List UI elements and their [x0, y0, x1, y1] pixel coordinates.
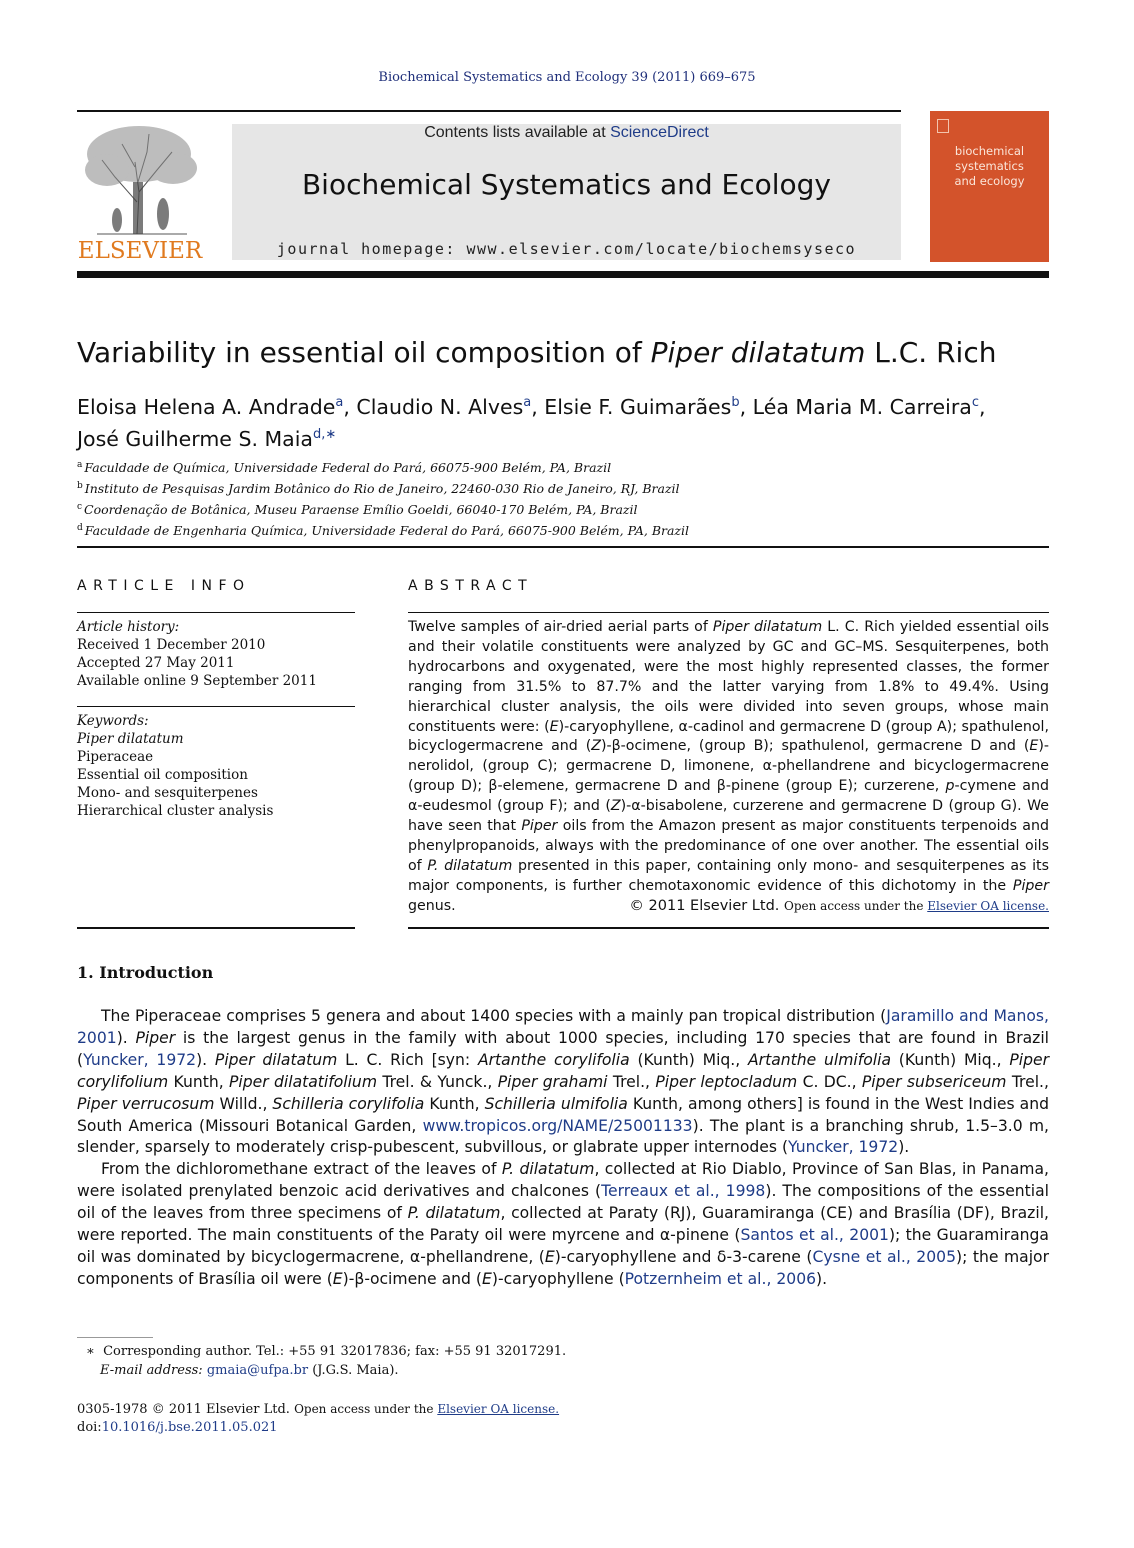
- journal-title: Biochemical Systematics and Ecology: [301, 168, 832, 201]
- tree-icon: [77, 122, 203, 238]
- corresponding-footnote: ∗ Corresponding author. Tel.: +55 91 32017836; fax: +55 91 32017291. E-mail address: gmaia@ufpa.br (J.G.S. Maia).: [86, 1344, 567, 1378]
- affiliation: $^d$ Faculdade de Engenharia Química, Universidade Federal do Pará, 66075-900 Belém, PA, Brazil: [77, 523, 690, 539]
- citation-link[interactable]: Santos et al., 2001: [740, 1226, 889, 1245]
- citation-link[interactable]: Yuncker, 1972: [83, 1050, 197, 1069]
- publisher-mark-icon: [937, 119, 949, 133]
- email-link[interactable]: gmaia@ufpa.br: [206, 1363, 309, 1378]
- footnote-rule: [77, 1337, 153, 1338]
- affiliation-ref[interactable]: d,∗: [313, 426, 337, 442]
- abstract-rule: [408, 612, 1049, 613]
- author: Elsie F. Guimarães: [544, 394, 732, 419]
- affiliation: $^a$ Faculdade de Química, Universidade Federal do Pará, 66075-900 Belém, PA, Brazil: [77, 460, 612, 476]
- journal-cover[interactable]: [930, 111, 1049, 262]
- affiliation-ref[interactable]: c: [971, 395, 979, 410]
- keyword: Mono- and sesquiterpenes: [77, 785, 258, 801]
- elsevier-wordmark: ELSEVIER: [77, 238, 203, 264]
- header-thick-rule: [77, 271, 1049, 278]
- info-rule: [77, 927, 355, 929]
- article-history: Article history: Received 1 December 2010 Accepted 27 May 2011 Available online 9 September 2011: [77, 619, 317, 689]
- article-title: Variability in essential oil composition of Piper dilatatum L.C. Rich: [77, 336, 997, 369]
- abstract-text: Twelve samples of air-dried aerial parts of Piper dilatatum L. C. Rich yielded essential oils and their volatile constituents were analyzed by GC and GC–MS. Sesquiterpenes, both hydrocarbons and oxygenated, were the most highly represented classes, the former ranging from 31.5% to 87.7% and the latter varying from 1.8% to 49.4%. Using hierarchical cluster analysis, the oils were divided into seven groups, whose main constituents were: (E)-caryophyllene, α-cadinol and germacrene D (group A); spathulenol, bicyclogermacrene and (Z)-β-ocimene, (group B); spathulenol, germacrene D and (E)-nerolidol, (group C); germacrene D, limonene, α-phellandrene and bicyclogermacrene (group D); β-elemene, germacrene D and β-pinene (group E); curzerene, p-cymene and α-eudesmol (group F); and (Z)-α-bisabolene, curzerene and germacrene D (group G). We have seen that Piper oils from the Amazon present as major constituents terpenoids and phenylpropanoids, always with the predominance of one over another. The essential oils of P. dilatatum presented in this paper, containing only mono- and sesquiterpenes as its major components, is further chemotaxonomic evidence of this dichotomy in the Piper genus.: [408, 619, 1049, 914]
- citation-link[interactable]: Cysne et al., 2005: [812, 1247, 956, 1266]
- doi-link[interactable]: 10.1016/j.bse.2011.05.021: [101, 1420, 278, 1435]
- affiliations: [77, 456, 689, 541]
- license-link[interactable]: Elsevier OA license.: [927, 899, 1049, 913]
- affiliation: $^c$ Coordenação de Botânica, Museu Paraense Emílio Goeldi, 66040-170 Belém, PA, Brazil: [77, 502, 638, 518]
- author: Eloisa Helena A. Andrade: [77, 394, 336, 419]
- keyword: Piper dilatatum: [77, 731, 184, 747]
- cover-title: biochemical systematics and ecology: [954, 144, 1025, 188]
- info-rule: [77, 612, 355, 613]
- affiliation-ref[interactable]: a: [335, 395, 344, 410]
- page-footer: 0305-1978 © 2011 Elsevier Ltd. Open access under the Elsevier OA license. doi:10.1016/j.bse.2011.05.021: [77, 1402, 560, 1435]
- sciencedirect-link[interactable]: ScienceDirect: [610, 124, 709, 141]
- author: Claudio N. Alves: [356, 394, 524, 419]
- introduction-text: The Piperaceae comprises 5 genera and about 1400 species with a mainly pan tropical distribution (Jaramillo and Manos, 2001). Piper is the largest genus in the family with about 1000 species, including 170 species that are found in Brazil (Yuncker, 1972). Piper dilatatum L. C. Rich [syn: Artanthe corylifolia (Kunth) Miq., Artanthe ulmifolia (Kunth) Miq., Piper corylifolium Kunth, Piper dilatatifolium Trel. & Yunck., Piper grahami Trel., Piper leptocladum C. DC., Piper subsericeum Trel., Piper verrucosum Willd., Schilleria corylifolia Kunth, Schilleria ulmifolia Kunth, among others] is found in the West Indies and South America (Missouri Botanical Garden, www.tropicos.org/NAME/25001133). The plant is a branching shrub, 1.5–3.0 m, slender, sparsely to moderately crisp-pubescent, subvillous, or glabrate upper internodes (Yuncker, 1972). From the dichloromethane extract of the leaves of P. dilatatum, collected at Rio Diablo, Province of San Blas, in Panama, were isolated prenylated benzoic acid derivatives and chalcones (Terreaux et al., 1998). The compositions of the essential oil of the leaves from three specimens of P. dilatatum, collected at Paraty (RJ), Guaramiranga (CE) and Brasília (DF), Brazil, were reported. The main constituents of the Paraty oil were myrcene and α-pinene (Santos et al., 2001); the Guaramiranga oil was dominated by bicyclogermacrene, α-phellandrene, (E)-caryophyllene and δ-3-carene (Cysne et al., 2005); the major components of Brasília oil were (E)-β-ocimene and (E)-caryophyllene (Potzernheim et al., 2006).: [77, 1007, 1050, 1288]
- citation-link[interactable]: Yuncker, 1972: [788, 1138, 899, 1157]
- contents-line: Contents lists available at ScienceDirect: [424, 124, 709, 141]
- author-list: Eloisa Helena A. Andrade$^a$, Claudio N. Alves$^a$, Elsie F. Guimarães$^b$, Léa Maria M. Carreira$^c$, José Guilherme S. Maia$^{d,∗}$: [77, 394, 986, 451]
- citation-link[interactable]: Jaramillo and Manos, 2001: [77, 1007, 1049, 1047]
- license-link[interactable]: Elsevier OA license.: [437, 1402, 560, 1416]
- elsevier-logo[interactable]: [77, 122, 203, 264]
- citation-link[interactable]: Terreaux et al., 1998: [601, 1182, 766, 1201]
- header-rule: [77, 110, 901, 112]
- external-link[interactable]: www.tropicos.org/NAME/25001133: [422, 1116, 693, 1135]
- journal-citation[interactable]: Biochemical Systematics and Ecology 39 (2011) 669–675: [378, 70, 756, 85]
- journal-banner: [232, 124, 901, 260]
- keyword: Essential oil composition: [77, 767, 248, 783]
- author: Léa Maria M. Carreira: [752, 394, 972, 419]
- affiliation-ref[interactable]: b: [731, 395, 740, 410]
- affiliation-ref[interactable]: a: [523, 395, 532, 410]
- article-info-heading: ARTICLE INFO: [77, 578, 251, 594]
- author: José Guilherme S. Maia: [77, 426, 313, 451]
- corresponding-star-icon[interactable]: ∗: [325, 426, 337, 442]
- abstract-heading: ABSTRACT: [408, 578, 534, 594]
- abstract-rule: [408, 927, 1049, 929]
- affiliation: $^b$ Instituto de Pesquisas Jardim Botânico do Rio de Janeiro, 22460-030 Rio de Janeiro, RJ, Brazil: [77, 481, 680, 497]
- keyword: Hierarchical cluster analysis: [77, 803, 274, 819]
- info-rule: [77, 706, 355, 707]
- keywords: Keywords: Piper dilatatum Piperaceae Essential oil composition Mono- and sesquiterpenes Hierarchical cluster analysis: [77, 713, 274, 819]
- citation-link[interactable]: Potzernheim et al., 2006: [624, 1269, 817, 1288]
- section-rule: [77, 546, 1049, 548]
- section-heading: 1. Introduction: [77, 963, 214, 982]
- journal-homepage[interactable]: journal homepage: www.elsevier.com/locate/biochemsyseco: [276, 240, 857, 258]
- keyword: Piperaceae: [77, 749, 154, 765]
- abstract-copyright: © 2011 Elsevier Ltd. Open access under the Elsevier OA license.: [629, 898, 1049, 914]
